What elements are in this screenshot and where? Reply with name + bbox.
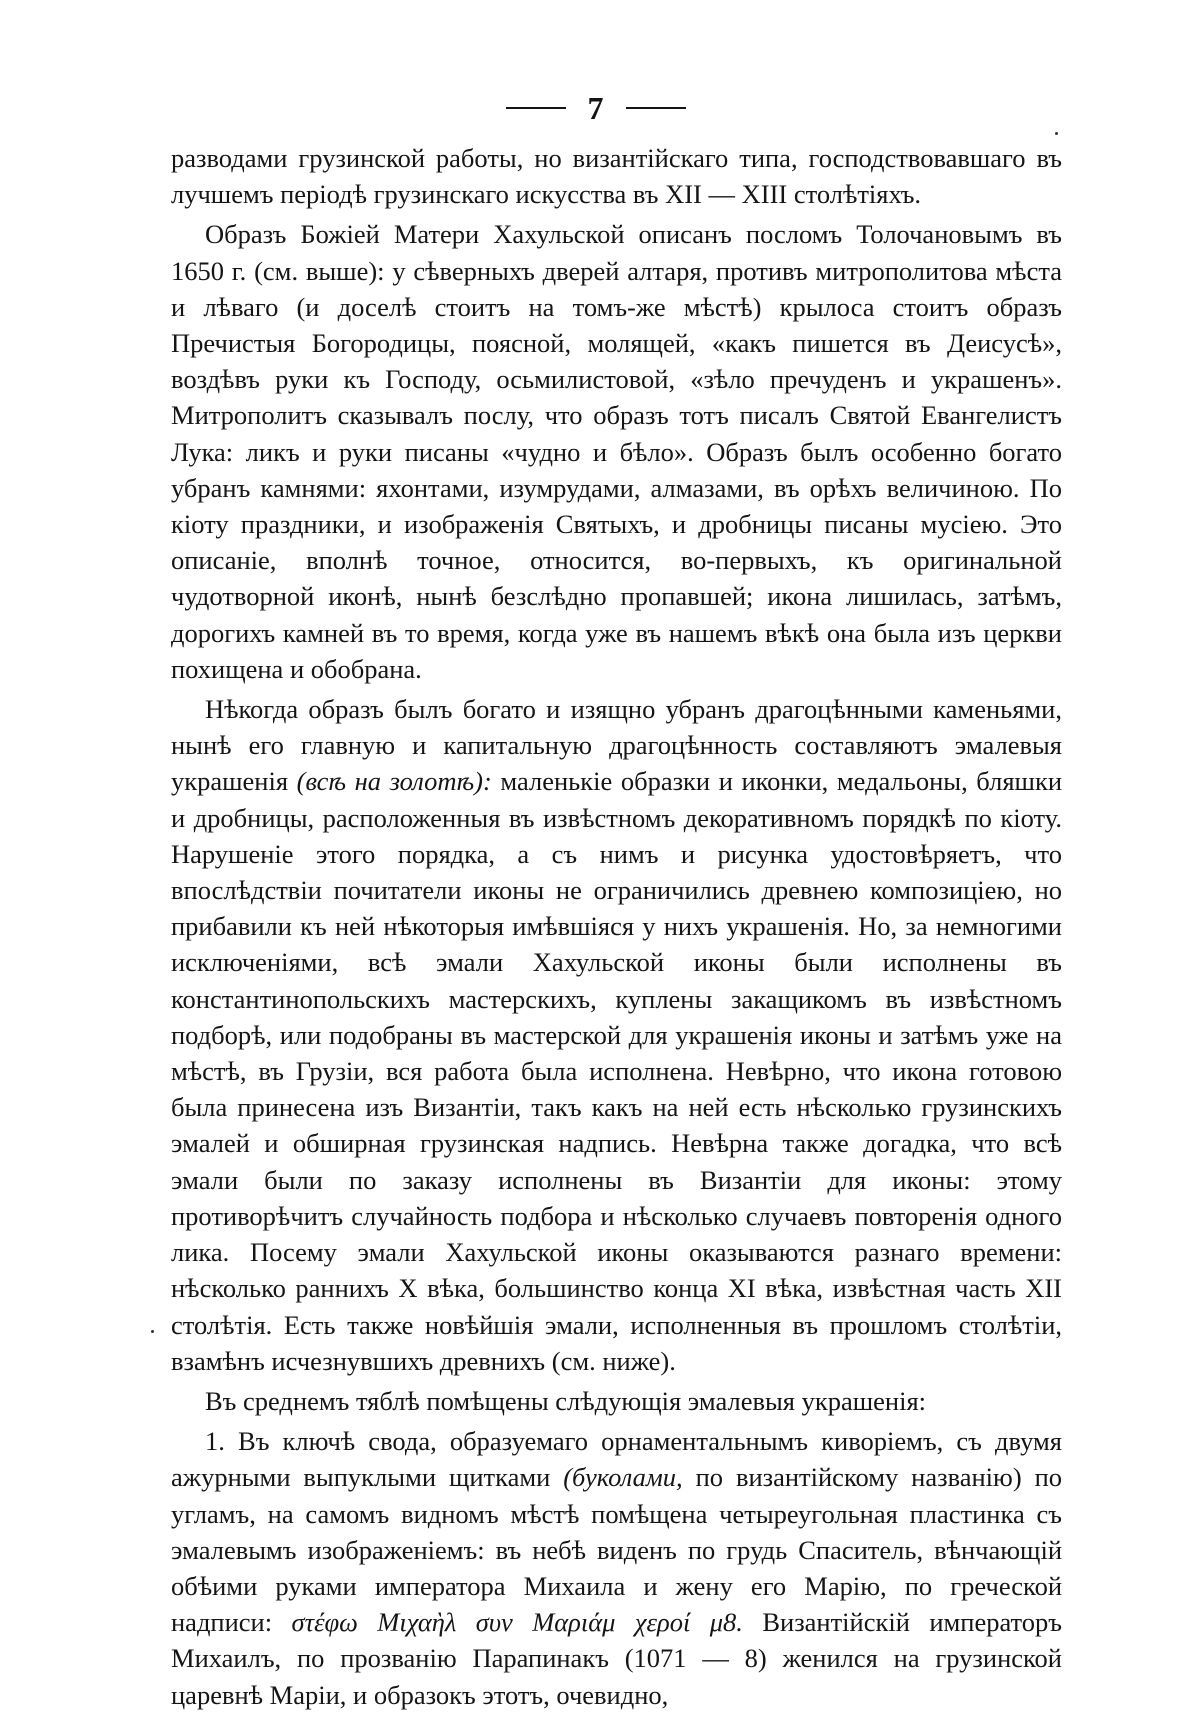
paragraph-enamel-decoration	[171, 691, 1062, 1379]
paragraph-text: Византійскій императоръ Михаилъ, по прозванію Парапинакъ (1071 — 8) женился на грузинской царевнѣ Маріи, и образокъ этотъ, очевидно,	[171, 1607, 1062, 1710]
italic-phrase: (всѣ на золотѣ):	[296, 766, 492, 797]
paragraph-text: 1. Въ ключѣ свода, образуемаго орнаментальнымъ киворіемъ, съ двумя ажурными выпуклыми щитками	[171, 1426, 1062, 1493]
page-number: 7	[587, 90, 604, 126]
paragraph-text: маленькіе образки и иконки, медальоны, бляшки и дробницы, расположенныя въ извѣстномъ декоративномъ порядкѣ по кіоту. Нарушеніе этого порядка, а съ нимъ и рисунка удостовѣряетъ, что впослѣдствіи почитатели иконы не ограничились древнею композиціею, но прибавили къ ней нѣкоторыя имѣвшіяся у нихъ украшенія. Но, за немногими исключеніями, всѣ эмали Хахульской иконы были исполнены въ константинопольскихъ мастерскихъ, куплены закащикомъ въ извѣстномъ подборѣ, или подобраны въ мастерской для украшенія иконы и затѣмъ уже на мѣстѣ, въ Грузіи, вся работа была исполнена. Невѣрно, что икона готовою была принесена изъ Византіи, такъ какъ на ней есть нѣсколько грузинскихъ эмалей и обширная грузинская надпись. Невѣрна также догадка, что всѣ эмали были по заказу исполнены въ Византіи для иконы: этому противорѣчитъ случайность подбора и нѣсколько случаевъ повторенія одного лика. Посему эмали Хахульской иконы оказываются разнаго времени: нѣсколько раннихъ X вѣка, большинство конца XI вѣка, извѣстная часть XII столѣтія. Есть также новѣйшія эмали, исполненныя въ прошломъ столѣтіи, взамѣнъ исчезнувшихъ древнихъ (см. ниже).	[171, 766, 1063, 1376]
paragraph-item-1	[171, 1423, 1062, 1713]
paragraph-text: по византійскому названію) по угламъ, на самомъ видномъ мѣстѣ помѣщена четыреугольная пластинка съ эмалевымъ изображеніемъ: въ небѣ виденъ по грудь Спаситель, вѣнчающій обѣими руками императора Михаила и жену его Марію, по греческой надписи:	[171, 1462, 1063, 1638]
print-speck	[1055, 132, 1058, 135]
paragraph-continuation: разводами грузинской работы, но византійскаго типа, господствовавшаго въ лучшемъ періодѣ грузинскаго искусства въ XII — XIII столѣтіяхъ.	[171, 143, 1062, 210]
body-text	[171, 140, 1062, 1713]
italic-phrase: (буколами,	[563, 1462, 683, 1493]
print-speck	[151, 1330, 154, 1333]
header-rule-left	[506, 107, 566, 109]
paragraph-icon-description: Образъ Божіей Матери Хахульской описанъ посломъ Толочановымъ въ 1650 г. (см. выше): у сѣверныхъ дверей алтаря, противъ митрополитова мѣста и лѣваго (и доселѣ стоитъ на томъ-же мѣстѣ) крылоса стоитъ образъ Пречистыя Богородицы, поясной, молящей, «какъ пишется въ Деисусѣ», воздѣвъ руки къ Господу, осьмилистовой, «зѣло пречуденъ и украшенъ». Митрополитъ сказывалъ послу, что образъ тотъ писалъ Святой Евангелистъ Лука: ликъ и руки писаны «чудно и бѣло». Образъ былъ особенно богато убранъ камнями: яхонтами, изумрудами, алмазами, въ орѣхъ величиною. По кіоту праздники, и изображенія Святыхъ, и дробницы писаны мусіею. Это описаніе, вполнѣ точное, относится, во-первыхъ, къ оригинальной чудотворной иконѣ, нынѣ безслѣдно пропавшей; икона лишилась, затѣмъ, дорогихъ камней въ то время, когда уже въ нашемъ вѣкѣ она была изъ церкви похищена и обобрана.	[171, 219, 1062, 684]
greek-inscription: στέφω Μιχαὴλ συν Μαριάμ χεροί μ8.	[291, 1607, 743, 1638]
page-header	[0, 88, 1191, 128]
paragraph-text: Нѣкогда образъ былъ богато и изящно убранъ драгоцѣнными каменьями, нынѣ его главную и капитальную драгоцѣнность составляютъ эмалевыя украшенія	[171, 694, 1062, 797]
header-rule-right	[626, 107, 686, 109]
paragraph-middle-tier-intro: Въ среднемъ тяблѣ помѣщены слѣдующія эмалевыя украшенія:	[205, 1385, 927, 1416]
